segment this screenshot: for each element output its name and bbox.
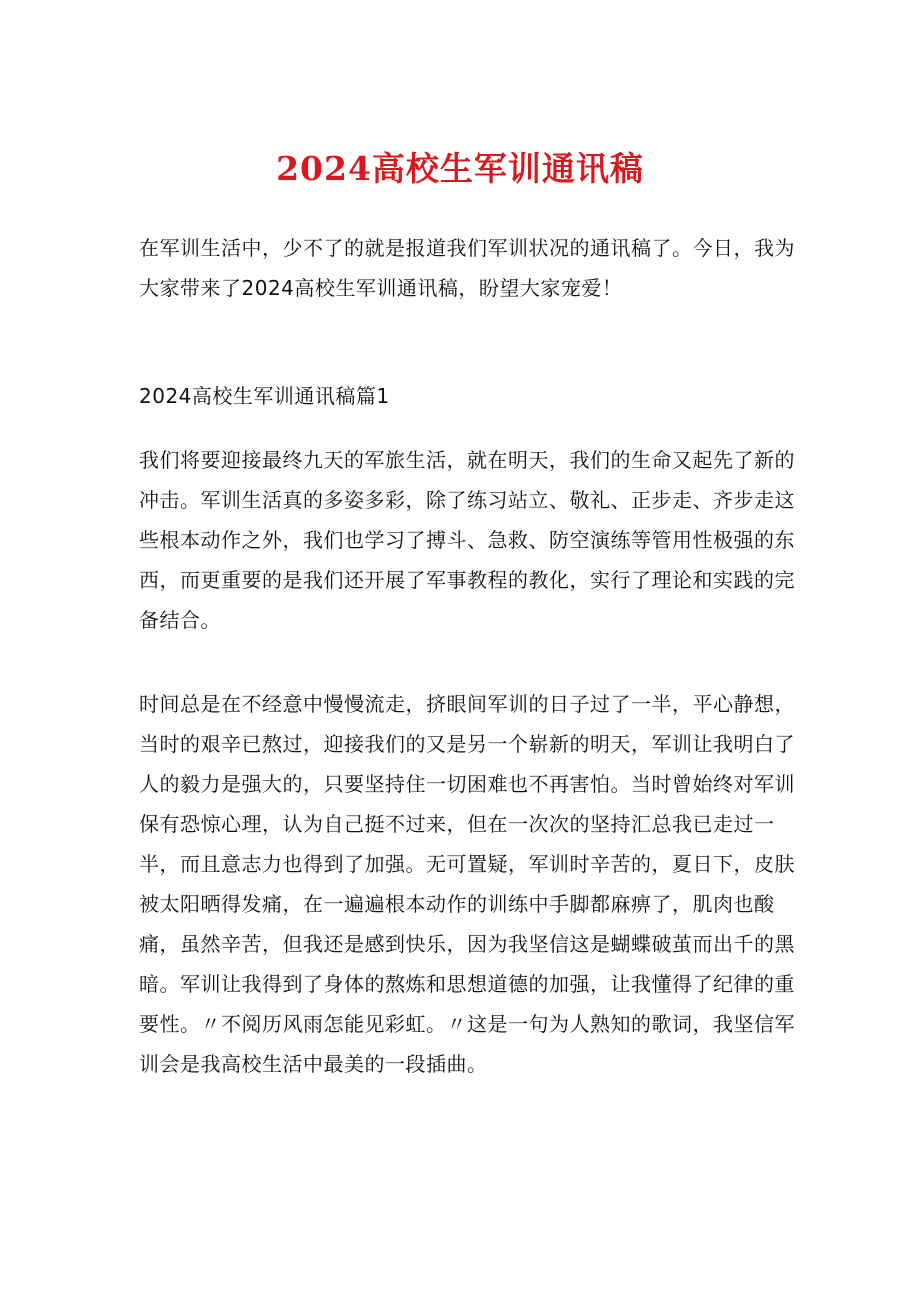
document-title: 2024高校生军训通讯稿 bbox=[276, 149, 644, 188]
section-heading: 2024高校生军训通讯稿篇1 bbox=[139, 384, 390, 408]
intro-paragraph: 在军训生活中，少不了的就是报道我们军训状况的通讯稿了。今日，我为大家带来了2024高校生军训通讯稿，盼望大家宠爱！ bbox=[139, 236, 795, 300]
body-paragraph: 我们将要迎接最终九天的军旅生活，就在明天，我们的生命又起先了新的冲击。军训生活真的多姿多彩，除了练习站立、敬礼、正步走、齐步走这些根本动作之外，我们也学习了搏斗、急救、防空演练等管用性极强的东西，而更重要的是我们还开展了军事教程的教化，实行了理论和实践的完备结合。 bbox=[139, 448, 795, 632]
body-paragraph: 时间总是在不经意中慢慢流走，挤眼间军训的日子过了一半，平心静想，当时的艰辛已熬过，迎接我们的又是另一个崭新的明天，军训让我明白了人的毅力是强大的，只要坚持住一切困难也不再害怕。当时曾始终对军训保有恐惊心理，认为自己挺不过来，但在一次次的坚持汇总我已走过一半，而且意志力也得到了加强。无可置疑，军训时辛苦的，夏日下，皮肤被太阳晒得发痛，在一遍遍根本动作的训练中手脚都麻痹了，肌肉也酸痛，虽然辛苦，但我还是感到快乐，因为我坚信这是蝴蝶破茧而出千的黑暗。军训让我得到了身体的熬炼和思想道德的加强，让我懂得了纪律的重要性。〃不阅历风雨怎能见彩虹。〃这是一句为人熟知的歌词，我坚信军训会是我高校生活中最美的一段插曲。 bbox=[139, 692, 795, 1076]
